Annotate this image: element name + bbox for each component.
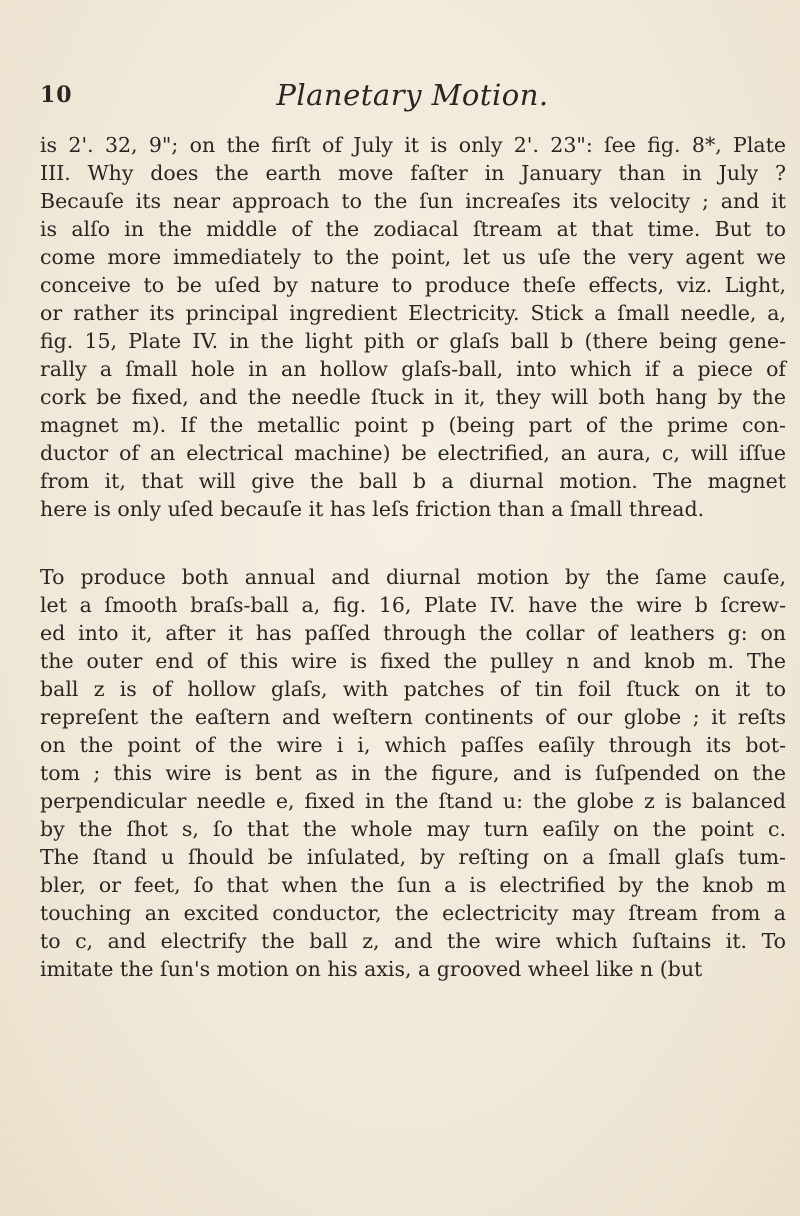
text-line: The ſtand u ſhould be inſulated, by reſting on a ſmall glaſs tum- (40, 845, 786, 869)
paragraph (40, 563, 786, 983)
text-line: Becauſe its near approach to the ſun increaſes its velocity ; and it (40, 189, 786, 213)
text-line: imitate the ſun's motion on his axis, a grooved wheel like n (but (40, 957, 703, 981)
text-line: cork be fixed, and the needle ſtuck in it, they will both hang by the (40, 385, 786, 409)
text-line: here is only uſed becauſe it has leſs friction than a ſmall thread. (40, 497, 705, 521)
text-line: let a ſmooth braſs-ball a, fig. 16, Plate IV. have the wire b ſcrew- (40, 593, 786, 617)
text-line: III. Why does the earth move faſter in January than in July ? (40, 161, 786, 185)
text-line: touching an excited conductor, the eclectricity may ſtream from a (40, 901, 786, 925)
text-line: by the ſhot s, ſo that the whole may turn eaſily on the point c. (40, 817, 786, 841)
text-line: conceive to be uſed by nature to produce theſe effects, viz. Light, (40, 273, 786, 297)
text-line: is 2'. 32, 9"; on the firſt of July it is only 2'. 23": ſee fig. 8*, Plate (40, 133, 786, 157)
text-line: is alſo in the middle of the zodiacal ſtream at that time. But to (40, 217, 786, 241)
text-line: come more immediately to the point, let us uſe the very agent we (40, 245, 786, 269)
text-line: ductor of an electrical machine) be electrified, an aura, c, will iſſue (40, 441, 786, 465)
text-line: on the point of the wire i i, which paſſes eaſily through its bot- (40, 733, 786, 757)
text-line: perpendicular needle e, fixed in the ſtand u: the globe z is balanced (40, 789, 786, 813)
text-line: bler, or feet, ſo that when the ſun a is electrified by the knob m (40, 873, 786, 897)
paragraph (40, 131, 786, 523)
text-line: rally a ſmall hole in an hollow glaſs-ball, into which if a piece of (40, 357, 786, 381)
body-text (40, 131, 786, 983)
text-line: the outer end of this wire is fixed the pulley n and knob m. The (40, 649, 786, 673)
text-line: repreſent the eaſtern and weſtern continents of our globe ; it reſts (40, 705, 786, 729)
running-head: Planetary Motion. (276, 78, 549, 112)
text-line: fig. 15, Plate IV. in the light pith or glaſs ball b (there being gene- (40, 329, 786, 353)
text-line: from it, that will give the ball b a diurnal motion. The magnet (40, 469, 786, 493)
text-line: To produce both annual and diurnal motion by the ſame cauſe, (40, 565, 786, 589)
text-line: tom ; this wire is bent as in the figure, and is ſuſpended on the (40, 761, 786, 785)
text-line: ed into it, after it has paſſed through the collar of leathers g: on (40, 621, 786, 645)
text-line: magnet m). If the metallic point p (being part of the prime con- (40, 413, 786, 437)
page-header (40, 78, 785, 118)
page-number: 10 (40, 82, 73, 108)
text-line: ball z is of hollow glaſs, with patches of tin foil ſtuck on it to (40, 677, 786, 701)
text-line: or rather its principal ingredient Electricity. Stick a ſmall needle, a, (40, 301, 786, 325)
text-line: to c, and electrify the ball z, and the wire which ſuſtains it. To (40, 929, 786, 953)
